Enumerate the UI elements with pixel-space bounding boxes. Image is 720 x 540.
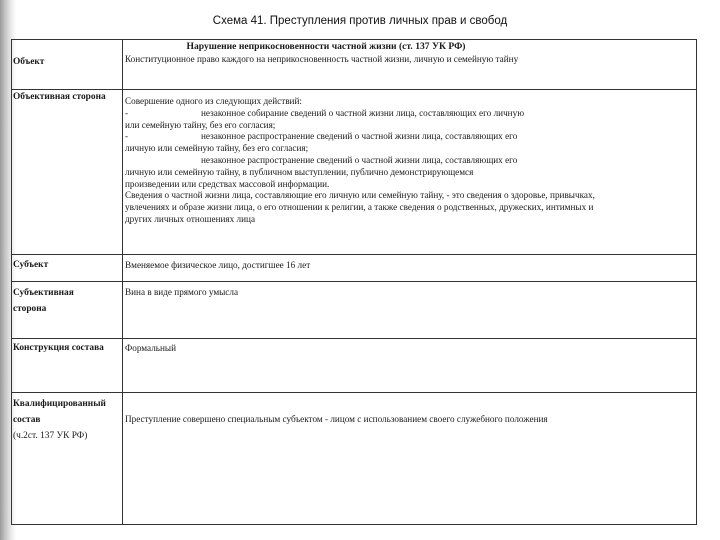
item1-dash: - (125, 107, 129, 118)
row-qualified (12, 392, 696, 524)
label-object-text: Объект (13, 57, 45, 67)
table-header: Нарушение неприкосновенности частной жизни (ст. 137 УК РФ) (186, 41, 466, 52)
item2-line-b: личную или семейную тайну, без его согласия; (125, 143, 309, 154)
label-qualified-line-1: Квалифицированный (13, 399, 106, 409)
objective-item-3 (125, 155, 694, 167)
objective-note-2: увлечениях и образе жизни лица, о его отношении к религии, а также сведения о родственных, дружеских, интимных и (125, 202, 594, 213)
item2-dash: - (125, 131, 129, 142)
row-construction (12, 338, 696, 393)
item1-line-b: или семейную тайну, без его согласия; (125, 119, 276, 130)
label-subjective-line-1: Субъективная (13, 288, 74, 298)
item2-line-a: незаконное распространение сведений о частной жизни лица, составляющих его (201, 131, 518, 142)
slide-title: Схема 41. Преступления против личных прав и свобод (212, 15, 508, 27)
item1-line-a: незаконное собирание сведений о частной жизни лица, составляющих его личную (201, 107, 525, 118)
row-objective-side (12, 89, 696, 255)
label-construction-text: Конструкция состава (13, 343, 104, 353)
item3-line-c: произведении или средствах массовой информации. (125, 178, 330, 189)
value-subject: Вменяемое физическое лицо, достигшее 16 лет (125, 260, 311, 270)
value-construction: Формальный (125, 343, 176, 353)
objective-item-2 (125, 131, 694, 143)
label-construction (12, 339, 123, 393)
item3-line-a: незаконное распространение сведений о частной жизни лица, составляющих его (201, 154, 518, 165)
objective-note-3: других личных отношениях лица (125, 213, 256, 224)
row-object (12, 40, 696, 89)
value-subjective-side: Вина в виде прямого умысла (125, 287, 239, 297)
value-qualified: Преступление совершено специальным субъектом - лицом с использованием своего служебного положения (125, 414, 548, 424)
crime-structure-table (11, 39, 697, 525)
label-objective-side (12, 90, 123, 255)
objective-note-1: Сведения о частной жизни лица, составляющие его личную или семейную тайну, - это сведения о здоровье, привычках, (125, 190, 595, 201)
label-qualified-line-3: (ч.2ст. 137 УК РФ) (13, 431, 88, 441)
label-subject-text: Субъект (13, 260, 49, 270)
label-object (12, 40, 123, 89)
value-objective-side (124, 96, 694, 226)
label-qualified-line-2: состав (13, 415, 41, 425)
objective-item-1 (125, 108, 694, 120)
row-subject (12, 254, 696, 282)
label-subjective-side (12, 282, 123, 339)
value-object: Конституционное право каждого на неприкосновенность частной жизни, личную и семейную тайну (125, 54, 519, 64)
label-objective-side-text: Объективная сторона (13, 92, 106, 102)
label-subjective-line-2: сторона (13, 304, 47, 314)
objective-intro: Совершение одного из следующих действий: (125, 96, 302, 106)
row-subjective-side (12, 281, 696, 339)
item3-line-b: личную или семейную тайну, в публичном выступлении, публично демонстрирующемся (125, 166, 474, 177)
label-qualified (12, 393, 123, 524)
label-subject (12, 255, 123, 282)
